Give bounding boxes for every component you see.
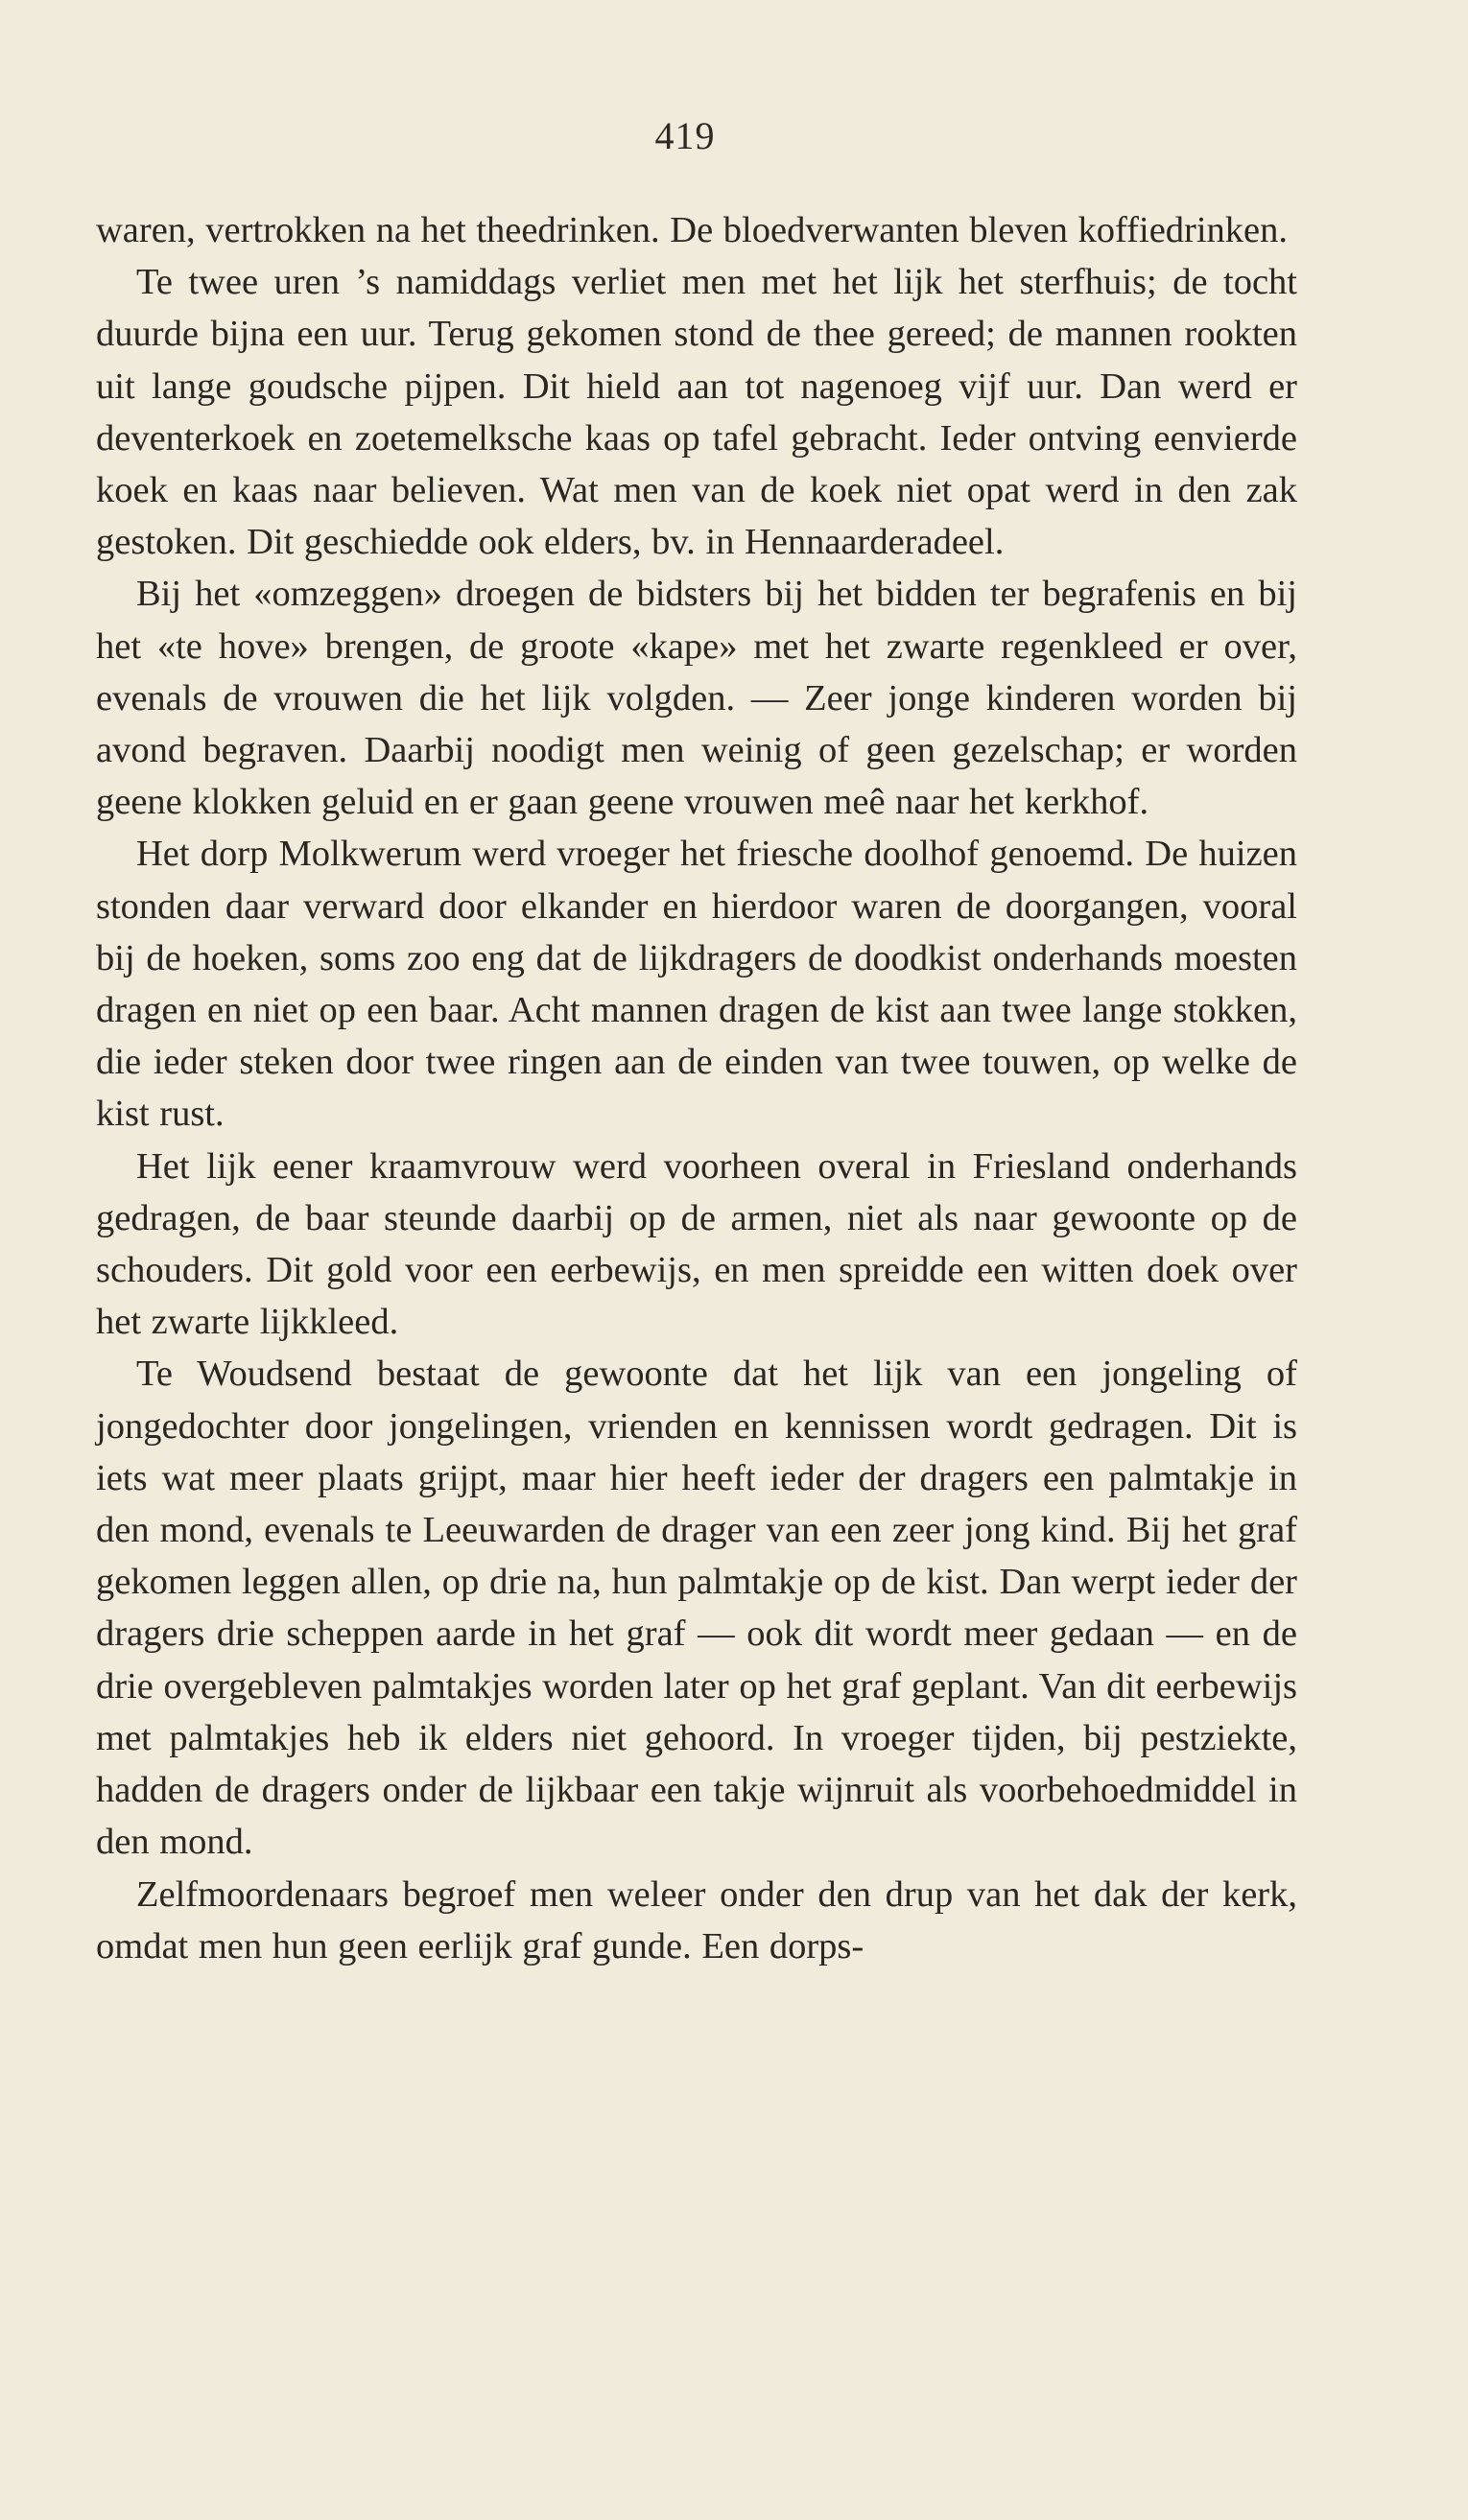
paragraph: Te twee uren ’s namiddags verliet men met het lijk het sterfhuis; de tocht duurde bijna een uur. Terug gekomen stond de thee gereed; de mannen rookten uit lange goudsche pijpen. Dit hield aan tot nagenoeg vijf uur. Dan werd er deventerkoek en zoetemelksche kaas op tafel gebracht. Ieder ontving eenvierde koek en kaas naar believen. Wat men van de koek niet opat werd in den zak gestoken. Dit geschiedde ook elders, bv. in Hennaarderadeel.: [96, 262, 1297, 563]
paragraph: Te Woudsend bestaat de gewoonte dat het lijk van een jongeling of jongedochter door jongelingen, vrienden en kennissen wordt gedragen. Dit is iets wat meer plaats grijpt, maar hier heeft ieder der dragers een palmtakje in den mond, evenals te Leeuwarden de drager van een zeer jong kind. Bij het graf gekomen leggen allen, op drie na, hun palmtakje op de kist. Dan werpt ieder der dragers drie scheppen aarde in het graf — ook dit wordt meer gedaan — en de drie overgebleven palmtakjes worden later op het graf geplant. Van dit eerbewijs met palmtakjes heb ik elders niet gehoord. In vroeger tijden, bij pestziekte, hadden de dragers onder de lijkbaar een takje wijnruit als voorbehoedmiddel in den mond.: [96, 1354, 1297, 1863]
paragraph: Zelfmoordenaars begroef men weleer onder den drup van het dak der kerk, omdat men hun geen eerlijk graf gunde. Een dorps-: [96, 1873, 1297, 1967]
paragraph: waren, vertrokken na het theedrinken. De bloedverwanten bleven koffiedrinken.: [96, 210, 1289, 250]
body-text: [96, 204, 1297, 1972]
paragraph: Het dorp Molkwerum werd vroeger het friesche doolhof genoemd. De huizen stonden daar verward door elkander en hierdoor waren de doorgangen, vooral bij de hoeken, soms zoo eng dat de lijkdragers de doodkist onderhands moesten dragen en niet op een baar. Acht mannen dragen de kist aan twee lange stokken, die ieder steken door twee ringen aan de einden van twee touwen, op welke de kist rust.: [96, 834, 1297, 1135]
paragraph: Bij het «omzeggen» droegen de bidsters bij het bidden ter begrafenis en bij het «te hove» brengen, de groote «kape» met het zwarte regenkleed er over, evenals de vrouwen die het lijk volgden. — Zeer jonge kinderen worden bij avond begraven. Daarbij noodigt men weinig of geen gezelschap; er worden geene klokken geluid en er gaan geene vrouwen meê naar het kerkhof.: [96, 574, 1297, 823]
paragraph: Het lijk eener kraamvrouw werd voorheen overal in Friesland onderhands gedragen, de baar steunde daarbij op de armen, niet als naar gewoonte op de schouders. Dit gold voor een eerbewijs, en men spreidde een witten doek over het zwarte lijkkleed.: [96, 1145, 1297, 1343]
page-number: 419: [654, 114, 716, 157]
